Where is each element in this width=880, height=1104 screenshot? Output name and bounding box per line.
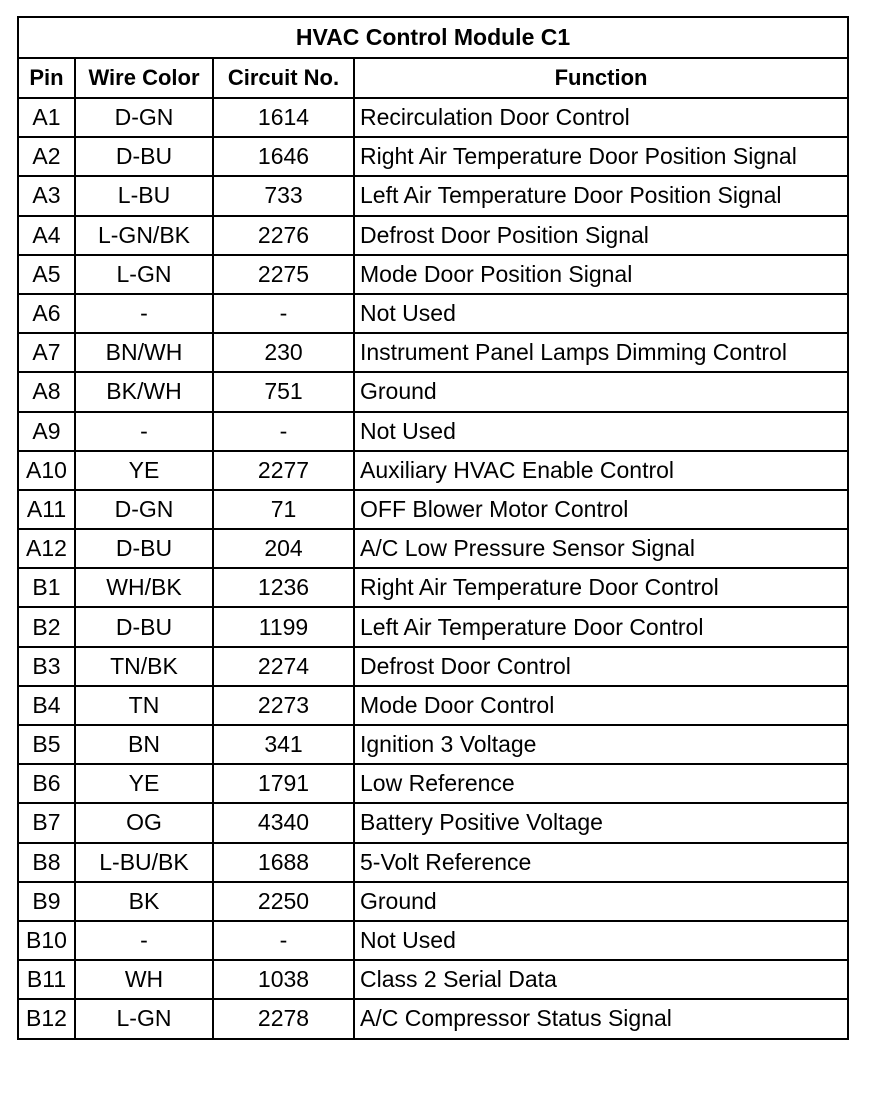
- table-row: [18, 451, 848, 490]
- wire-color-cell: -: [75, 921, 213, 960]
- pin-cell: B4: [18, 686, 75, 725]
- pin-cell: A7: [18, 333, 75, 372]
- pin-cell: A2: [18, 137, 75, 176]
- wire-color-cell: L-GN/BK: [75, 216, 213, 255]
- table-title-row: [18, 17, 848, 58]
- pin-cell: B10: [18, 921, 75, 960]
- function-cell: Right Air Temperature Door Position Signal: [354, 137, 848, 176]
- circuit-cell: 4340: [213, 803, 354, 842]
- function-cell: Not Used: [354, 294, 848, 333]
- circuit-cell: 1236: [213, 568, 354, 607]
- table-row: [18, 764, 848, 803]
- wire-color-cell: L-BU: [75, 176, 213, 215]
- table-row: [18, 216, 848, 255]
- circuit-cell: 2273: [213, 686, 354, 725]
- circuit-cell: 230: [213, 333, 354, 372]
- function-cell: Instrument Panel Lamps Dimming Control: [354, 333, 848, 372]
- table-row: [18, 412, 848, 451]
- function-cell: Not Used: [354, 412, 848, 451]
- circuit-cell: 1688: [213, 843, 354, 882]
- wire-color-cell: D-BU: [75, 137, 213, 176]
- function-cell: Ground: [354, 372, 848, 411]
- table-row: [18, 176, 848, 215]
- column-header-function: Function: [354, 58, 848, 98]
- wire-color-cell: OG: [75, 803, 213, 842]
- wire-color-cell: BK: [75, 882, 213, 921]
- wire-color-cell: YE: [75, 451, 213, 490]
- circuit-cell: 1614: [213, 98, 354, 137]
- pin-cell: B7: [18, 803, 75, 842]
- pin-cell: A3: [18, 176, 75, 215]
- table-row: [18, 921, 848, 960]
- pin-cell: A5: [18, 255, 75, 294]
- circuit-cell: -: [213, 921, 354, 960]
- wire-color-cell: BK/WH: [75, 372, 213, 411]
- table-title: HVAC Control Module C1: [18, 17, 848, 58]
- circuit-cell: 204: [213, 529, 354, 568]
- pin-cell: B2: [18, 607, 75, 646]
- table-row: [18, 607, 848, 646]
- wire-color-cell: BN/WH: [75, 333, 213, 372]
- pin-cell: B3: [18, 647, 75, 686]
- table-row: [18, 882, 848, 921]
- function-cell: A/C Compressor Status Signal: [354, 999, 848, 1038]
- column-header-circuit-no: Circuit No.: [213, 58, 354, 98]
- table-row: [18, 960, 848, 999]
- function-cell: 5-Volt Reference: [354, 843, 848, 882]
- function-cell: Recirculation Door Control: [354, 98, 848, 137]
- circuit-cell: 2277: [213, 451, 354, 490]
- wire-color-cell: L-GN: [75, 999, 213, 1038]
- wire-color-cell: D-GN: [75, 490, 213, 529]
- circuit-cell: 341: [213, 725, 354, 764]
- pin-cell: B1: [18, 568, 75, 607]
- function-cell: Defrost Door Position Signal: [354, 216, 848, 255]
- wire-color-cell: TN: [75, 686, 213, 725]
- circuit-cell: 1038: [213, 960, 354, 999]
- pin-cell: A6: [18, 294, 75, 333]
- circuit-cell: 2275: [213, 255, 354, 294]
- wire-color-cell: TN/BK: [75, 647, 213, 686]
- wire-color-cell: L-BU/BK: [75, 843, 213, 882]
- circuit-cell: 2250: [213, 882, 354, 921]
- pin-cell: B11: [18, 960, 75, 999]
- function-cell: Left Air Temperature Door Position Signal: [354, 176, 848, 215]
- table-row: [18, 686, 848, 725]
- pin-cell: B5: [18, 725, 75, 764]
- table-row: [18, 490, 848, 529]
- connector-pinout-table: [17, 16, 849, 1040]
- circuit-cell: 2276: [213, 216, 354, 255]
- table-row: [18, 294, 848, 333]
- wire-color-cell: D-GN: [75, 98, 213, 137]
- circuit-cell: 751: [213, 372, 354, 411]
- wire-color-cell: YE: [75, 764, 213, 803]
- column-header-pin: Pin: [18, 58, 75, 98]
- pin-cell: A12: [18, 529, 75, 568]
- function-cell: Low Reference: [354, 764, 848, 803]
- table-row: [18, 333, 848, 372]
- function-cell: Battery Positive Voltage: [354, 803, 848, 842]
- function-cell: Class 2 Serial Data: [354, 960, 848, 999]
- table-row: [18, 255, 848, 294]
- function-cell: Left Air Temperature Door Control: [354, 607, 848, 646]
- pin-cell: A1: [18, 98, 75, 137]
- circuit-cell: -: [213, 294, 354, 333]
- pin-cell: A8: [18, 372, 75, 411]
- table-body: [18, 98, 848, 1039]
- pin-cell: A11: [18, 490, 75, 529]
- wire-color-cell: WH: [75, 960, 213, 999]
- pin-cell: B12: [18, 999, 75, 1038]
- wire-color-cell: WH/BK: [75, 568, 213, 607]
- function-cell: Not Used: [354, 921, 848, 960]
- wire-color-cell: D-BU: [75, 529, 213, 568]
- pin-cell: A4: [18, 216, 75, 255]
- pin-cell: B8: [18, 843, 75, 882]
- wire-color-cell: D-BU: [75, 607, 213, 646]
- function-cell: A/C Low Pressure Sensor Signal: [354, 529, 848, 568]
- table-row: [18, 843, 848, 882]
- wire-color-cell: BN: [75, 725, 213, 764]
- table-row: [18, 999, 848, 1038]
- wire-color-cell: -: [75, 412, 213, 451]
- circuit-cell: 1199: [213, 607, 354, 646]
- function-cell: Defrost Door Control: [354, 647, 848, 686]
- table-row: [18, 725, 848, 764]
- circuit-cell: 71: [213, 490, 354, 529]
- wire-color-cell: -: [75, 294, 213, 333]
- circuit-cell: 1791: [213, 764, 354, 803]
- function-cell: Ignition 3 Voltage: [354, 725, 848, 764]
- function-cell: Auxiliary HVAC Enable Control: [354, 451, 848, 490]
- table-row: [18, 803, 848, 842]
- circuit-cell: 2274: [213, 647, 354, 686]
- column-header-wire-color: Wire Color: [75, 58, 213, 98]
- function-cell: Right Air Temperature Door Control: [354, 568, 848, 607]
- circuit-cell: 2278: [213, 999, 354, 1038]
- pin-cell: A10: [18, 451, 75, 490]
- table-row: [18, 647, 848, 686]
- pin-cell: A9: [18, 412, 75, 451]
- wire-color-cell: L-GN: [75, 255, 213, 294]
- table-row: [18, 529, 848, 568]
- function-cell: Ground: [354, 882, 848, 921]
- circuit-cell: -: [213, 412, 354, 451]
- pin-cell: B6: [18, 764, 75, 803]
- circuit-cell: 733: [213, 176, 354, 215]
- table-row: [18, 98, 848, 137]
- table-row: [18, 568, 848, 607]
- circuit-cell: 1646: [213, 137, 354, 176]
- function-cell: Mode Door Position Signal: [354, 255, 848, 294]
- pin-cell: B9: [18, 882, 75, 921]
- table-row: [18, 372, 848, 411]
- function-cell: OFF Blower Motor Control: [354, 490, 848, 529]
- function-cell: Mode Door Control: [354, 686, 848, 725]
- table-row: [18, 137, 848, 176]
- table-header-row: [18, 58, 848, 98]
